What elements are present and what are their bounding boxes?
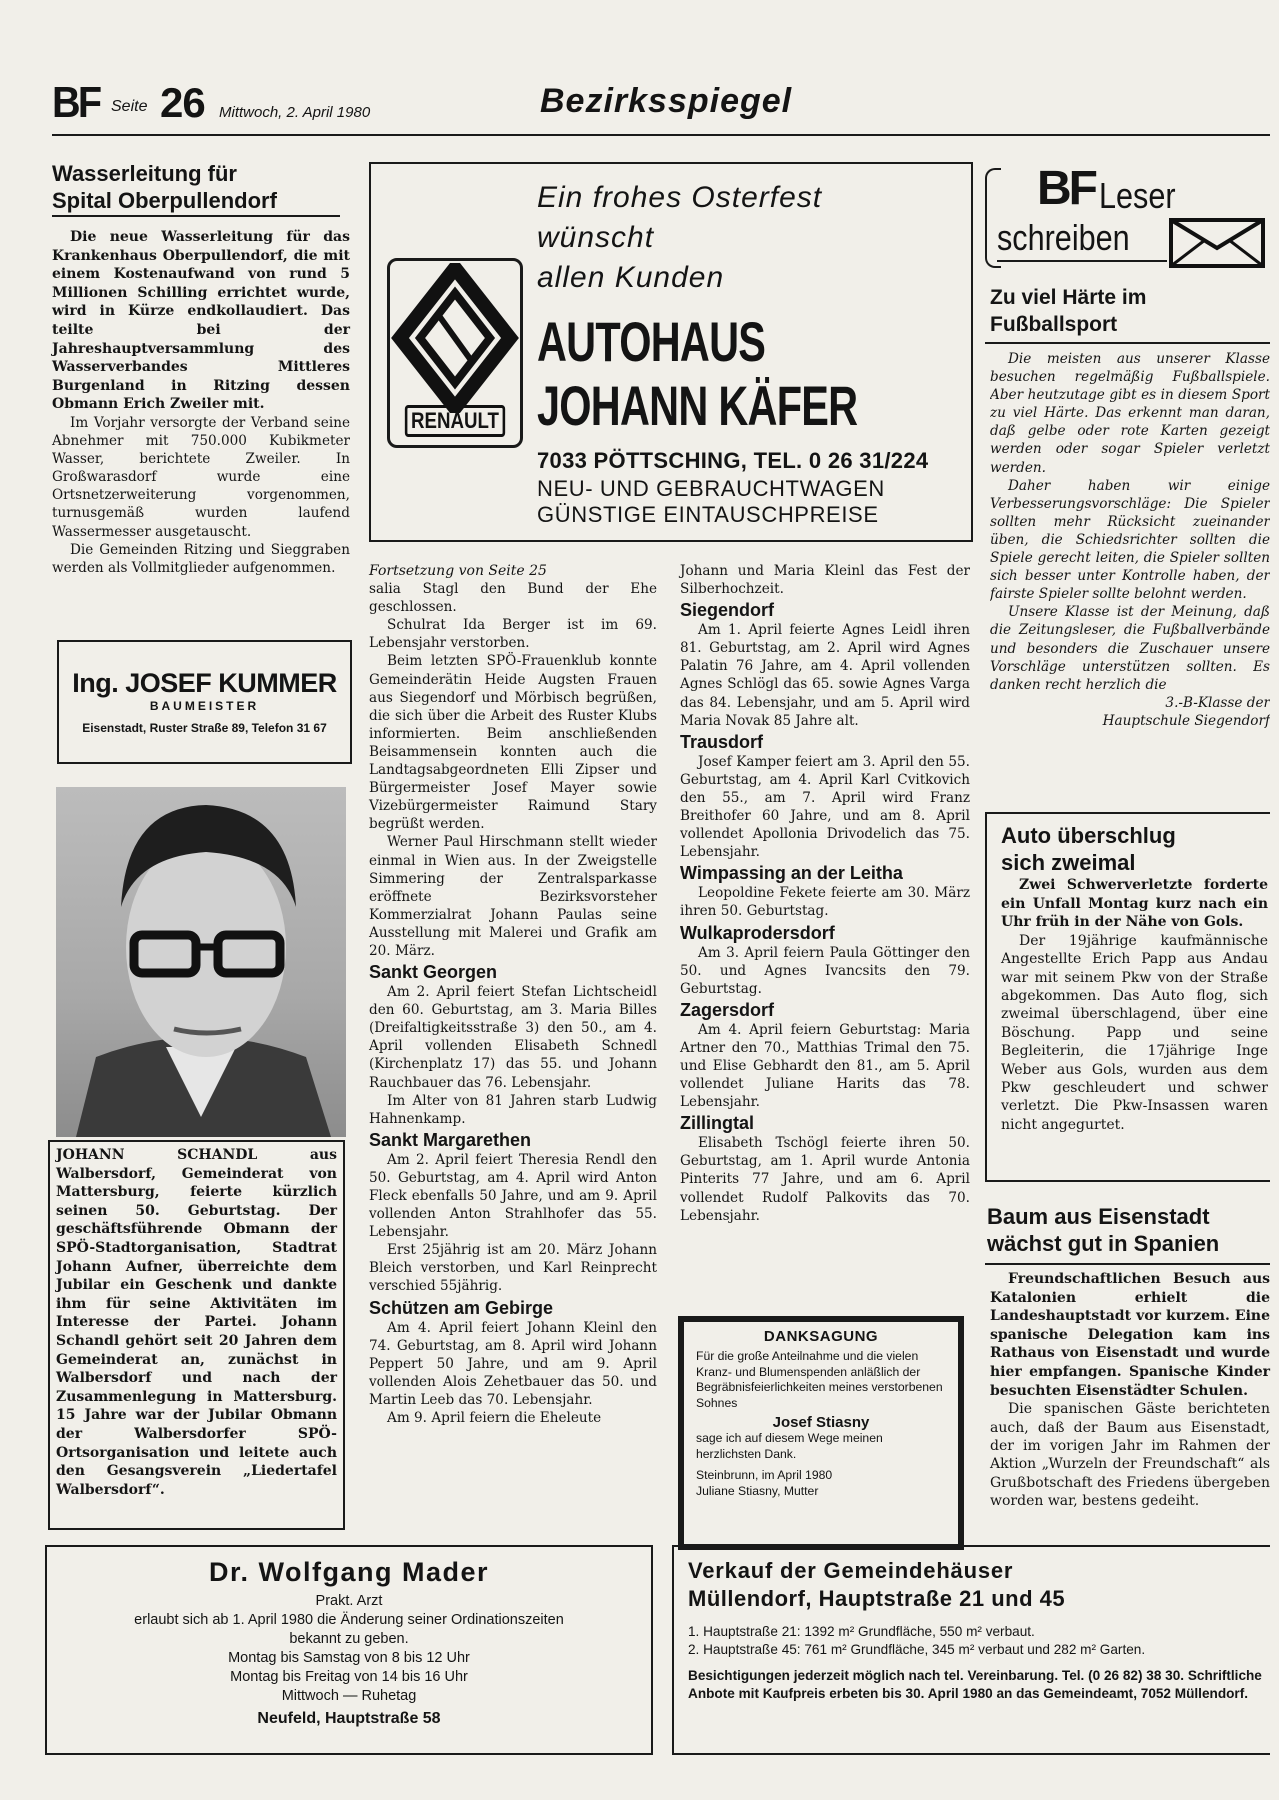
- leser-letter: [990, 350, 1270, 730]
- mid-p5: Im Alter von 81 Jahren starb Ludwig Hahnenkamp.: [369, 1092, 657, 1127]
- mader-role: Prakt. Arzt: [315, 1593, 383, 1609]
- verkauf-item-1: 1. Hauptstraße 21: 1392 m² Grundfläche, 550 m² verbaut.: [688, 1624, 1035, 1639]
- wasser-title-rule: [52, 215, 340, 217]
- autohaus-name: AUTOHAUS JOHANN KÄFER: [537, 310, 858, 437]
- baum-title: Baum aus Eisenstadt wächst gut in Spanien: [987, 1204, 1220, 1256]
- danksagung-title: DANKSAGUNG: [763, 1328, 879, 1345]
- wasser-title: Wasserleitung für Spital Oberpullendorf: [52, 161, 277, 213]
- banner-bf: BF: [1037, 162, 1095, 215]
- danksagung-name: Josef Stiasny: [772, 1414, 870, 1431]
- baum-article: [990, 1270, 1270, 1511]
- masthead-logo: BF: [52, 78, 100, 127]
- right-p6: Elisabeth Tschögl feierte ihren 50. Geburtstag, am 1. April wurde Antonia Pinterits 77 Jahre, und am 6. April vollendet Rudolf Palkovits das 70. Lebensjahr.: [680, 1135, 970, 1224]
- leser-sign2: Hauptschule Siegendorf: [1102, 712, 1270, 729]
- seite-label: Seite: [111, 98, 148, 115]
- danksagung-thanks: sage ich auf diesem Wege meinen herzlichsten Dank.: [696, 1431, 883, 1461]
- mader-line3: Montag bis Samstag von 8 bis 12 Uhr: [228, 1650, 470, 1666]
- leser-p2: Daher haben wir einige Verbesserungsvorschläge: Die Spieler sollten mehr Rücksicht zueinander üben, die Schiedsrichter sollten die Spiele gerecht leiten, die Spieler sollten sich besser unter Kontrolle haben, der fairste Spieler sollte belohnt werden.: [990, 477, 1270, 603]
- danksagung-signer: Juliane Stiasny, Mutter: [696, 1483, 819, 1498]
- portrait-figure: [56, 787, 346, 1137]
- local-news-col-2: [680, 562, 970, 1225]
- continued-note: Fortsetzung von Seite 25: [369, 563, 547, 579]
- autohaus-line1: NEU- UND GEBRAUCHTWAGEN: [537, 476, 885, 501]
- banner-schreiben: schreiben: [997, 217, 1130, 258]
- autohaus-line2: GÜNSTIGE EINTAUSCHPREISE: [537, 502, 879, 527]
- heading-wulkaprodersdorf: Wulkaprodersdorf: [680, 922, 835, 943]
- right-p2: Josef Kamper feiert am 3. April den 55. Geburtstag, am 4. April Karl Cvitkovich den 55., am 7. April wird Franz Breithofer 60 Jahre, und am 8. April vollendet Apollonia Drivodelich das 75. Lebensjahr.: [680, 753, 970, 861]
- wasser-article: [52, 228, 350, 577]
- mid-p3: Werner Paul Hirschmann stellt wieder einmal in Wien aus. In der Zweigstelle Simmering der Zentralsparkasse eröffnete Bezirksvorsteher Kommerzialrat Johann Paulas seine Ausstellung mit Malerei und Grafik am 20. März.: [369, 834, 657, 959]
- leser-banner: [985, 162, 1270, 274]
- mid-p1: Schulrat Ida Berger ist im 69. Lebensjahr verstorben.: [369, 617, 657, 652]
- verkauf-item-2: 2. Hauptstraße 45: 761 m² Grundfläche, 345 m² verbaut und 282 m² Garten.: [688, 1642, 1146, 1657]
- danksagung-box: [678, 1316, 964, 1550]
- auto-box: [985, 812, 1270, 1182]
- heading-zagersdorf: Zagersdorf: [680, 999, 775, 1020]
- right-p5: Am 4. April feiern Geburtstag: Maria Artner den 70., Matthias Trimal den 75. und Elise Gebhardt den 81., am 5. April vollendet Juliane Harits das 78. Lebensjahr.: [680, 1021, 970, 1111]
- mader-line1: erlaubt sich ab 1. April 1980 die Änderung seiner Ordinationszeiten: [134, 1612, 564, 1628]
- renault-label: RENAULT: [405, 405, 505, 437]
- heading-wimpassing: Wimpassing an der Leitha: [680, 863, 903, 884]
- right-p0: Johann und Maria Kleinl das Fest der Silberhochzeit.: [680, 563, 970, 598]
- baum-title-rule: [985, 1263, 1270, 1265]
- header-rule: [52, 134, 1270, 136]
- mid-p9: Am 9. April feiern die Eheleute: [387, 1410, 602, 1427]
- verkauf-title-2: Müllendorf, Hauptstraße 21 und 45: [688, 1586, 1066, 1611]
- heading-siegendorf: Siegendorf: [680, 600, 775, 621]
- right-p4: Am 3. April feiern Paula Göttinger den 50. und Agnes Ivancsits den 79. Geburtstag.: [680, 944, 970, 997]
- mader-ad: [45, 1545, 653, 1755]
- heading-schuetzen: Schützen am Gebirge: [369, 1297, 554, 1318]
- portrait-photo: [56, 787, 346, 1137]
- kummer-ad: [57, 640, 352, 764]
- baum-p1: Die spanischen Gäste berichteten auch, daß der Baum aus Eisenstadt, der im vorigen Jahr im Rahmen der Aktion „Wurzeln der Freundschaft“ als Grußbotschaft des Friedens übergeben worden war, bestens gedeiht.: [990, 1401, 1270, 1510]
- mid-p7: Erst 25jährig ist am 20. März Johann Bleich verstorben, und Karl Reinprecht verschied 55jährig.: [369, 1242, 657, 1295]
- envelope-icon: [1169, 218, 1265, 268]
- auto-p1: Der 19jährige kaufmännische Angestellte Erich Papp aus Andau war mit seinem Pkw von der Straße abgekommen. Das Auto flog, sich zweimal überschlagend, über eine Böschung. Papp und seine Begleiterin, die 17jährige Inge Weber aus Gols, wurden aus dem Pkw geschleudert und schwer verletzt. Die Pkw-Insassen waren nicht angegurtet.: [1001, 932, 1268, 1133]
- mid-p2: Beim letzten SPÖ-Frauenklub konnte Gemeinderätin Heide Augsten Frauen aus Siegendorf und Mörbisch begrüßen, die sich über die Arbeit des Ruster Klubs informierten. Beim anschließenden Beisammensein konnten auch die Landtagsabgeordneten Elli Zipser und Bürgermeister Josef Mayer sowie Vizebürgermeister Raimund Stary begrüßt werden.: [369, 653, 657, 833]
- page-number: 26: [160, 79, 205, 126]
- verkauf-title-1: Verkauf der Gemeindehäuser: [688, 1558, 1014, 1583]
- kummer-title: BAUMEISTER: [149, 699, 260, 713]
- mader-address: Neufeld, Hauptstraße 58: [257, 1710, 441, 1727]
- leser-title-rule: [985, 342, 1270, 344]
- baum-lead: Freundschaftlichen Besuch aus Katalonien erhielt die Landeshauptstadt vor kurzem. Eine spanische Delegation kam ins Rathaus von Eisenstadt und wurde hier empfangen. Spanische Kinder besuchten Eisenstädter Schulen.: [990, 1271, 1270, 1399]
- renault-diamond-icon: [390, 263, 520, 413]
- danksagung-text: Für die große Anteilnahme und die vielen Kranz- und Blumenspenden anläßlich der Begräbnisfeierlichkeiten meines verstorbenen Sohnes: [696, 1349, 943, 1410]
- photo-caption-box: [48, 1140, 345, 1530]
- mader-line2: bekannt zu geben.: [289, 1631, 409, 1647]
- heading-sankt-margarethen: Sankt Margarethen: [369, 1129, 532, 1150]
- verkauf-ad: [672, 1545, 1270, 1755]
- auto-title: Auto überschlug sich zweimal: [1001, 823, 1176, 875]
- heading-trausdorf: Trausdorf: [680, 731, 764, 752]
- banner-underline: [997, 260, 1167, 262]
- mid-p0: salia Stagl den Bund der Ehe geschlossen.: [369, 581, 657, 616]
- issue-date: Mittwoch, 2. April 1980: [219, 104, 371, 121]
- right-p1: Am 1. April feierte Agnes Leidl ihren 81. Geburtstag, am 2. April wird Agnes Palatin 76 Jahre, am 4. April vollenden Agnes Schlögl das 65. sowie Agnes Varga das 84. Lebensjahr, und am 5. April wird Maria Novak 85 Jahre alt.: [680, 622, 970, 729]
- banner-leser: Leser: [1099, 175, 1176, 216]
- leser-p3: Unsere Klasse ist der Meinung, daß die Zeitungsleser, die Fußballverbände und besonders die Zuschauer unsere Vorschläge unterstützen sollten. Es danken recht herzlich die: [990, 604, 1270, 693]
- mid-p6: Am 2. April feiert Theresia Rendl den 50. Geburtstag, am 4. April wird Anton Fleck ebenfalls 50 Jahre, und am 9. April vollenden Anton Strahlhofer das 55. Lebensjahr.: [369, 1151, 657, 1241]
- autohaus-address: 7033 PÖTTSCHING, TEL. 0 26 31/224: [537, 448, 929, 473]
- heading-zillingtal: Zillingtal: [680, 1113, 754, 1134]
- verkauf-info: Besichtigungen jederzeit möglich nach tel. Vereinbarung. Tel. (0 26 82) 38 30. Schriftliche Anbote mit Kaufpreis erbeten bis 30. April 1980 an das Gemeindeamt, 7052 Müllendorf.: [688, 1668, 1262, 1701]
- danksagung-place: Steinbrunn, im April 1980: [696, 1468, 833, 1482]
- leser-title: Zu viel Härte im Fußballsport: [990, 286, 1147, 336]
- wasser-lead: Die neue Wasserleitung für das Krankenhaus Oberpullendorf, die mit einem Kostenaufwand von rund 5 Millionen Schilling errichtet wurde, wird in Kürze endkollaudiert. Das teilte bei der Jahreshauptversammlung des Wasserverbandes Mittleres Burgenland in Ritzing dessen Obmann Erich Zweiler mit.: [52, 229, 350, 413]
- autohaus-ad: [369, 162, 973, 542]
- kummer-name: Ing. JOSEF KUMMER: [72, 668, 337, 698]
- renault-logo: [387, 258, 523, 448]
- leser-p1: Die meisten aus unserer Klasse besuchen regelmäßig Fußballspiele. Aber heutzutage gibt es in diesem Sport zu viel Härte. Das erkennt man daran, daß gelbe oder rote Karten gezeigt werden oder sogar Spieler verletzt werden.: [990, 351, 1270, 476]
- mid-p4: Am 2. April feiert Stefan Lichtscheidl den 60. Geburtstag, am 3. Maria Billes (Dreifaltigkeitsstraße 3) den 50., am 4. April vollenden Elisabeth Schnedl (Kirchenplatz 17) das 55. und Johann Rauchbauer das 76. Lebensjahr.: [369, 984, 657, 1091]
- photo-caption: JOHANN SCHANDL aus Walbersdorf, Gemeinderat von Mattersburg, feierte kürzlich seinen 50. Geburtstag. Der geschäftsführende Obmann der SPÖ-Stadtorganisation, Stadtrat Johann Aufner, überreichte dem Jubilar ein Geschenk und dankte ihm für seine Aktivitäten im Interesse der Partei. Johann Schandl gehört seit 20 Jahren dem Gemeinderat an, zunächst in Walbersdorf und nach der Zusammenlegung in Mattersburg. 15 Jahre war der Jubilar Obmann der Walbersdorfer SPÖ-Ortsorganisation und leitete auch den Gesangsverein „Liedertafel Walbersdorf“.: [56, 1147, 337, 1498]
- section-title: Bezirksspiegel: [540, 82, 793, 120]
- mader-line4: Montag bis Freitag von 14 bis 16 Uhr: [230, 1669, 468, 1685]
- autohaus-greeting: Ein frohes Osterfest wünscht allen Kunden: [537, 181, 823, 294]
- wasser-p2: Die Gemeinden Ritzing und Sieggraben werden als Vollmitglieder aufgenommen.: [52, 541, 350, 576]
- leser-sign1: 3.-B-Klasse der: [1165, 694, 1270, 711]
- wasser-p1: Im Vorjahr versorgte der Verband seine Abnehmer mit 750.000 Kubikmeter Wasser, berichtete Zweiler. In Großwarasdorf wurde eine Ortsnetzerweiterung vorgenommen, turnusgemäß wurden laufend Wassermesser ausgetauscht.: [52, 414, 350, 540]
- heading-sankt-georgen: Sankt Georgen: [369, 962, 498, 983]
- mader-name: Dr. Wolfgang Mader: [208, 1557, 490, 1587]
- mid-p8: Am 4. April feiert Johann Kleinl den 74. Geburtstag, am 8. April wird Johann Peppert 50 Jahre, und am 9. April vollenden Alois Zehetbauer das 50. und Martin Leeb das 70. Lebensjahr.: [369, 1319, 657, 1408]
- auto-lead: Zwei Schwerverletzte forderte ein Unfall Montag kurz nach ein Uhr früh in der Nähe von Gols.: [1001, 877, 1268, 931]
- kummer-address: Eisenstadt, Ruster Straße 89, Telefon 31 67: [82, 721, 327, 735]
- right-p3: Leopoldine Fekete feierte am 30. März ihren 50. Geburtstag.: [680, 885, 970, 920]
- mader-line5: Mittwoch — Ruhetag: [281, 1688, 417, 1704]
- local-news-col-1: [369, 562, 657, 1427]
